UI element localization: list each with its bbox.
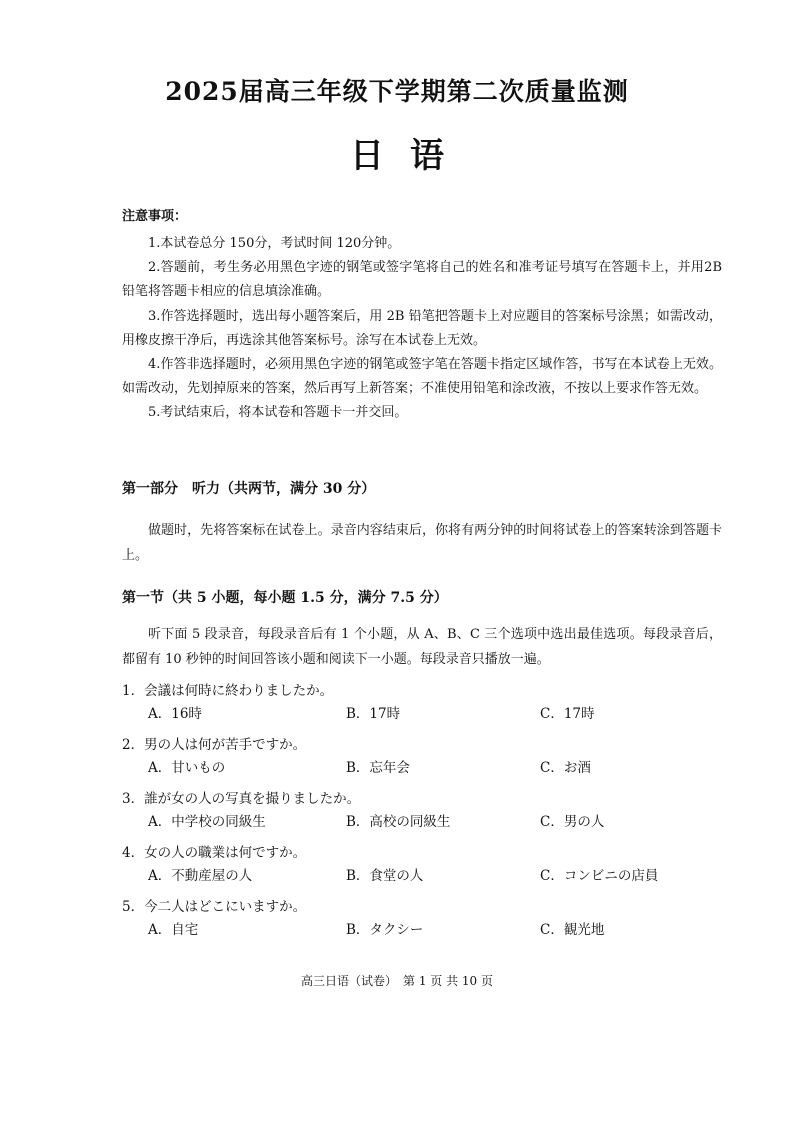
subject-title: 日语 xyxy=(350,136,470,176)
option-c: C．コンビニの店員 xyxy=(540,868,659,884)
option-b: B．17時 xyxy=(346,706,401,722)
option-c: C．男の人 xyxy=(540,814,605,830)
question-5: 5．今二人はどこにいますか。 xyxy=(122,899,307,915)
option-a: A．自宅 xyxy=(148,922,199,938)
question-5-options xyxy=(148,918,708,938)
option-a: A．16時 xyxy=(148,706,202,722)
option-b: B．食堂の人 xyxy=(346,868,424,884)
question-2-options xyxy=(148,756,708,776)
question-4-options xyxy=(148,864,708,884)
option-c: C．観光地 xyxy=(540,922,605,938)
option-b: B．忘年会 xyxy=(346,760,410,776)
question-1-options xyxy=(148,702,708,722)
option-b: B．タクシー xyxy=(346,922,424,938)
question-4: 4．女の人の職業は何ですか。 xyxy=(122,845,307,861)
exam-title: 2025届高三年级下学期第二次质量监测 xyxy=(165,77,629,106)
notice-item: 4.作答非选择题时，必须用黑色字迹的钢笔或签字笔在答题卡指定区域作答，书写在本试卷上无效。如需改动，先划掉原来的答案，然后再写上新答案；不准使用铅笔和涂改液，不按以上要求作答无效。 xyxy=(122,357,722,397)
part1-heading: 第一部分 听力（共两节，满分 30 分） xyxy=(122,481,376,497)
notice-list xyxy=(122,232,722,426)
notice-item: 3.作答选择题时，选出每小题答案后，用 2B 铅笔把答题卡上对应题目的答案标号涂黑；如需改动，用橡皮擦干净后，再选涂其他答案标号。涂写在本试卷上无效。 xyxy=(122,308,722,348)
option-a: A．甘いもの xyxy=(148,760,226,776)
option-c: C．17時 xyxy=(540,706,595,722)
notice-item: 5.考试结束后，将本试卷和答题卡一并交回。 xyxy=(148,405,408,421)
notice-item: 1.本试卷总分 150分，考试时间 120分钟。 xyxy=(148,236,401,251)
notice-item: 2.答题前，考生务必用黑色字迹的钢笔或签字笔将自己的姓名和准考证号填写在答题卡上，并用2B铅笔将答题卡相应的信息填涂准确。 xyxy=(122,260,722,300)
section1-instruction: 听下面 5 段录音，每段录音后有 1 个小题，从 A、B、C 三个选项中选出最佳选项。每段录音后，都留有 10 秒钟的时间回答该小题和阅读下一小题。每段录音只播放一遍。 xyxy=(122,627,722,667)
question-1: 1．会議は何時に終わりましたか。 xyxy=(122,683,334,699)
part1-instruction: 做题时，先将答案标在试卷上。录音内容结束后，你将有两分钟的时间将试卷上的答案转涂到答题卡上。 xyxy=(122,523,722,563)
notice-heading: 注意事项： xyxy=(122,209,188,224)
option-a: A．中学校の同級生 xyxy=(148,814,266,830)
option-a: A．不動産屋の人 xyxy=(148,868,253,884)
page-footer: 高三日语（试卷） 第 1 页 共 10 页 xyxy=(301,974,493,988)
option-b: B．高校の同級生 xyxy=(346,814,451,830)
question-3: 3．誰が女の人の写真を撮りましたか。 xyxy=(122,791,361,807)
question-2: 2．男の人は何が苦手ですか。 xyxy=(122,737,307,753)
question-3-options xyxy=(148,810,708,830)
section1-heading: 第一节（共 5 小题，每小题 1.5 分，满分 7.5 分） xyxy=(122,590,448,606)
option-c: C．お酒 xyxy=(540,760,591,776)
